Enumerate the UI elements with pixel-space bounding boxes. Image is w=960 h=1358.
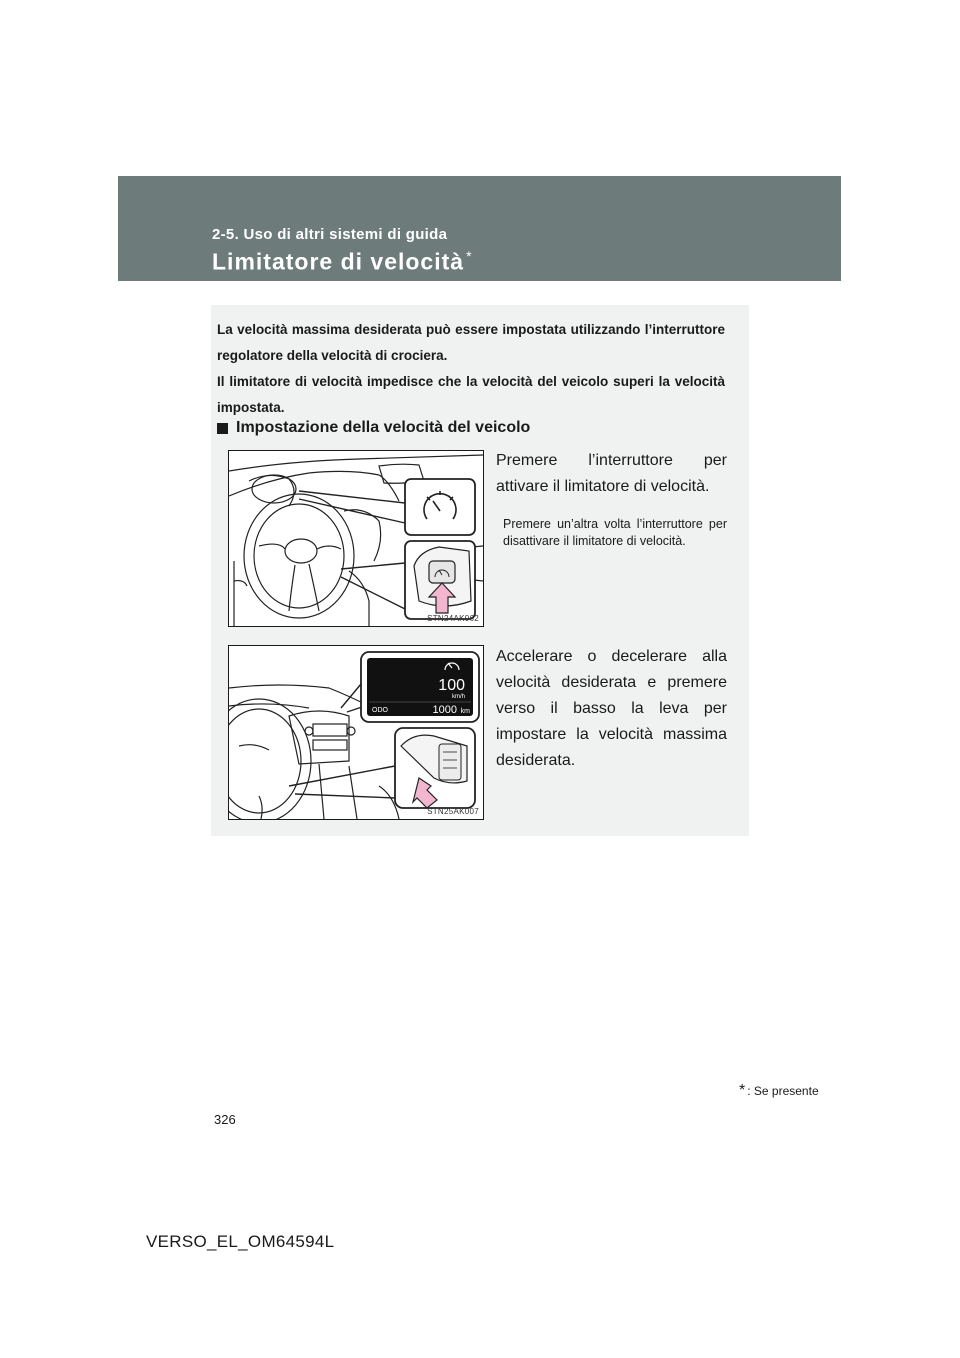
display-speed: 100: [438, 677, 465, 694]
footnote: [739, 1082, 819, 1100]
intro-paragraph-2: Il limitatore di velocità impedisce che la velocità del veicolo superi la velocità impostata.: [217, 374, 725, 415]
page-title: [212, 248, 473, 276]
display-odo-unit: km: [460, 708, 470, 715]
title-asterisk: *: [466, 248, 473, 264]
display-odo-value: 1000: [432, 704, 457, 716]
step-1-text: Premere l’interruttore per attivare il limitatore di velocità.: [496, 452, 727, 495]
figure-code: STN24AK062: [427, 614, 479, 623]
footnote-text: : Se presente: [747, 1084, 819, 1098]
header-band: [118, 176, 841, 281]
figure-dashboard-lever: [228, 645, 484, 820]
page-number: 326: [214, 1112, 236, 1127]
step-1-note: Premere un’altra volta l’interruttore per disattivare il limitatore di velocità.: [503, 517, 727, 548]
steering-switch-illustration: [229, 451, 483, 626]
display-speed-unit: km/h: [451, 694, 465, 700]
step-2-text: Accelerare o decelerare alla velocità desiderata e premere verso il basso la leva per impostare la velocità massima desiderata.: [496, 648, 727, 769]
square-bullet-icon: [217, 423, 228, 434]
doc-code: VERSO_EL_OM64594L: [146, 1232, 335, 1251]
footnote-mark: *: [739, 1082, 746, 1099]
page-title-text: Limitatore di velocità: [212, 248, 465, 275]
section-heading-text: Impostazione della velocità del veicolo: [236, 419, 531, 436]
figure-steering-switch: [228, 450, 484, 627]
figure-code: STN25AK007: [427, 807, 479, 816]
section-heading: [217, 419, 530, 437]
intro: [217, 317, 725, 421]
intro-paragraph-1: La velocità massima desiderata può essere impostata utilizzando l’interruttore regolatore della velocità di crociera.: [217, 322, 725, 363]
content-panel: [211, 305, 749, 836]
display-odo-label: ODO: [372, 707, 388, 714]
section-label: 2-5. Uso di altri sistemi di guida: [212, 226, 448, 243]
dashboard-lever-illustration: [229, 646, 483, 819]
